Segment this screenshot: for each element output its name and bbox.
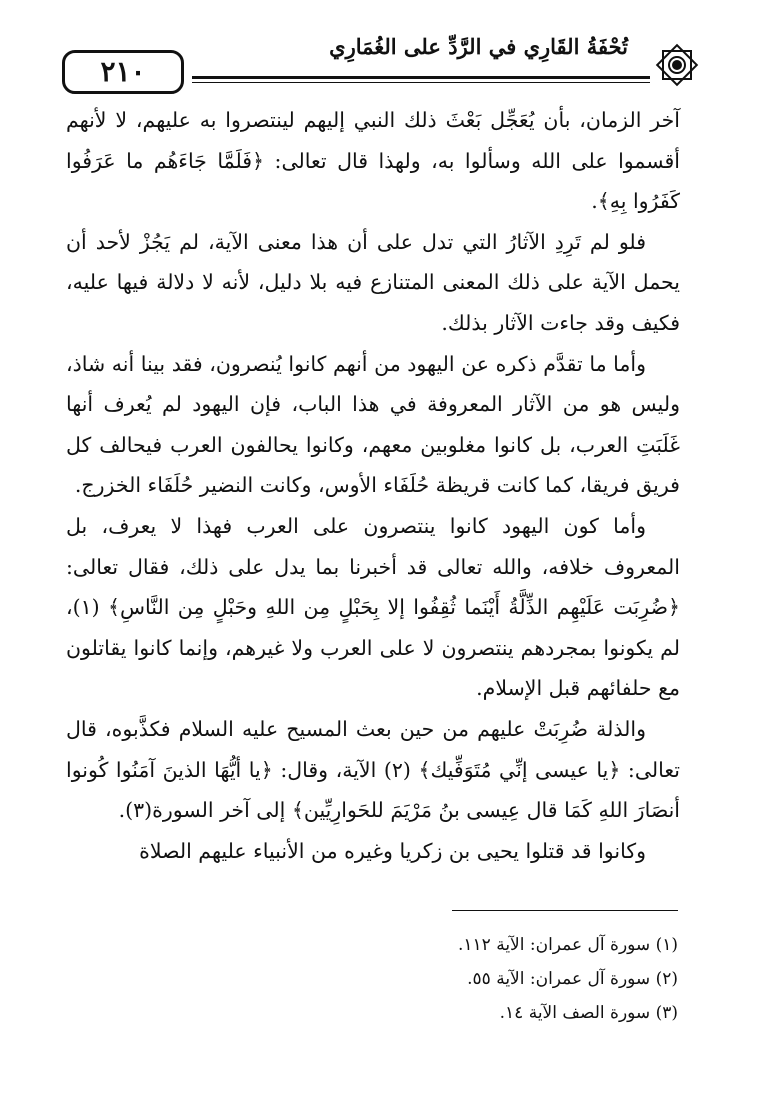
- star-ornament-icon: [652, 40, 702, 90]
- page-header: [52, 20, 728, 92]
- main-text: [66, 100, 680, 871]
- header-rule: [192, 76, 650, 79]
- page-number: ٢١٠: [62, 50, 184, 94]
- footnote-1: (١) سورة آل عمران: الآية ١١٢.: [457, 935, 678, 955]
- footnotes: [300, 928, 678, 1030]
- footnote-separator: [452, 910, 678, 911]
- paragraph-4: وأما كون اليهود كانوا ينتصرون على العرب فهذا لا يعرف، بل المعروف خلافه، والله تعالى قد أخبرنا بما يدل على ذلك، فقال تعالى: ﴿ضُرِبَت عَلَيْهِم الذِّلَّةُ أَيْنَما ثُقِفُوا إلا بِحَبْلٍ مِن اللهِ وحَبْلٍ مِن النَّاسِ﴾ (١)، لم يكونوا بمجردهم ينتصرون لا على العرب ولا غيرهم، وإنما كانوا يقاتلون مع حلفائهم قبل الإسلام.: [66, 513, 680, 701]
- footnote-3: (٣) سورة الصف الآية ١٤.: [499, 1003, 678, 1023]
- paragraph-5: والذلة ضُرِبَتْ عليهم من حين بعث المسيح عليه السلام فكذَّبوه، قال تعالى: ﴿يا عيسى إنِّي مُتَوَفِّيك﴾ (٢) الآية، وقال: ﴿يا أيُّهَا الذينَ آمَنُوا كُونوا أنصَارَ اللهِ كَمَا قال عِيسى بنُ مَرْيَمَ للحَوارِيِّين﴾ إلى آخر السورة(٣).: [66, 716, 681, 823]
- paragraph-1: آخر الزمان، بأن يُعَجِّل بَعْثَ ذلك النبي إليهم لينتصروا به عليهم، لا لأنهم أقسموا على الله وسألوا به، ولهذا قال تعالى: ﴿فَلَمَّا جَاءَهُم ما عَرَفُوا كَفَرُوا بِهِ﴾.: [66, 108, 680, 214]
- paragraph-2: فلو لم تَرِدِ الآثارُ التي تدل على أن هذا معنى الآية، لم يَجُزْ لأحد أن يحمل الآية على ذلك المعنى المتنازع فيه بلا دليل، لأنه لا دلالة فيها عليه، فكيف وقد جاءت الآثار بذلك.: [66, 229, 680, 335]
- footnote-2: (٢) سورة آل عمران: الآية ٥٥.: [467, 969, 678, 989]
- paragraph-3: وأما ما تقدَّم ذكره عن اليهود من أنهم كانوا يُنصرون، فقد بينا أنه شاذ، وليس هو من الآثار المعروفة في هذا الباب، فإن اليهود لم يُعرف أنها غَلَبَتِ العرب، بل كانوا مغلوبين معهم، وكانوا يحالفون العرب فيحالف كل فريق فريقا، كما كانت قريظة حُلَفَاء الأوس، وكانت النضير حُلَفَاء الخزرج.: [66, 351, 680, 498]
- header-rule-thin: [192, 82, 650, 83]
- running-title: تُحْفَةُ القَارِي في الرَّدِّ على الغُمَارِي: [329, 34, 628, 59]
- paragraph-6: وكانوا قد قتلوا يحيى بن زكريا وغيره من الأنبياء عليهم الصلاة: [139, 838, 646, 863]
